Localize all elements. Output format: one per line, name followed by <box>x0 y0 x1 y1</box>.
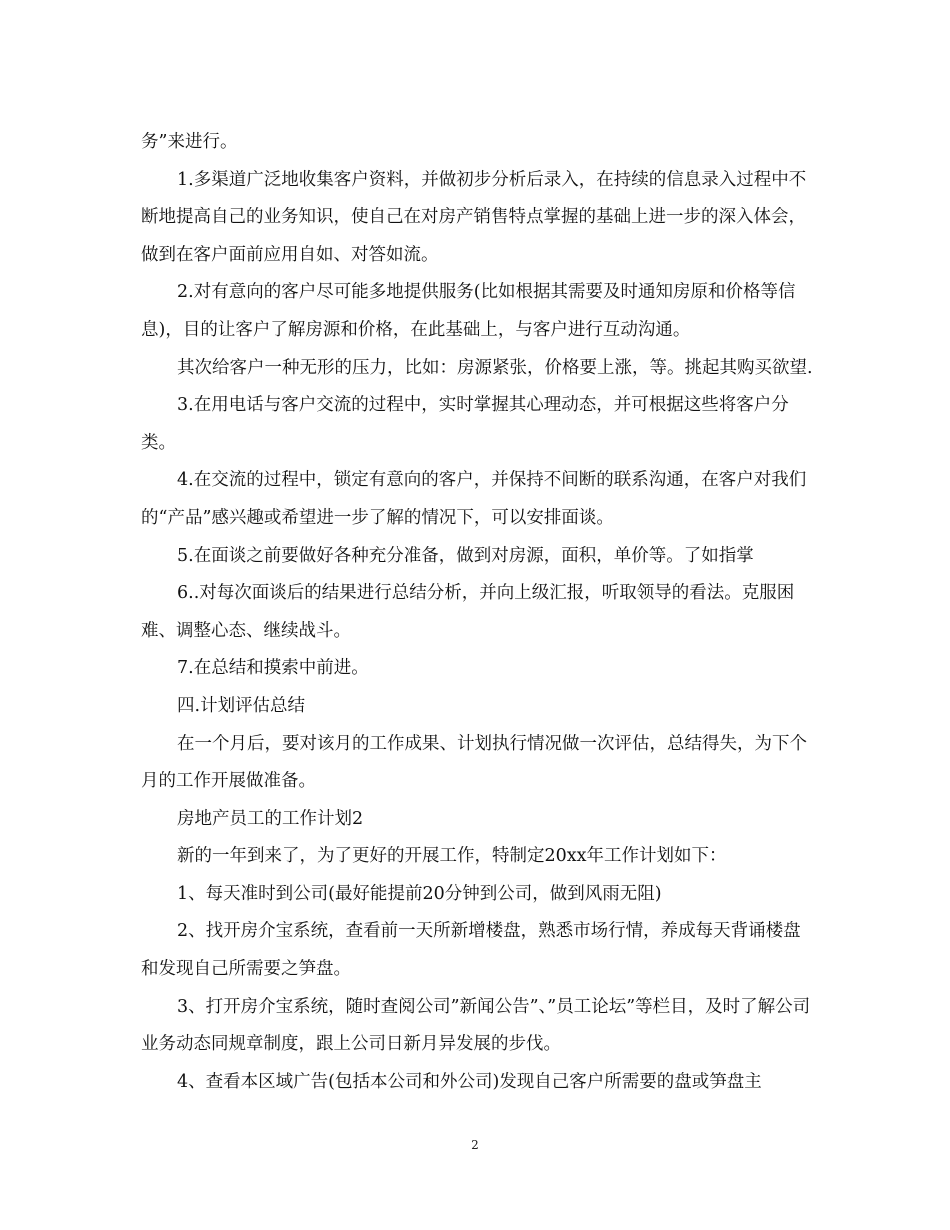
paragraph: 在一个月后，要对该月的工作成果、计划执行情况做一次评估，总结得失，为下个月的工作开展做准备。 <box>141 733 807 792</box>
paragraph: 1、每天准时到公司(最好能提前20分钟到公司，做到风雨无阻) <box>177 883 662 904</box>
paragraph: 6..对每次面谈后的结果进行总结分析，并向上级汇报，听取领导的看法。克服困难、调整心态、继续战斗。 <box>141 583 795 641</box>
paragraph: 3、打开房介宝系统，随时查阅公司”新闻公告”、”员工论坛”等栏目，及时了解公司业务动态同规章制度，跟上公司日新月异发展的步伐。 <box>141 996 811 1055</box>
page-number: 2 <box>471 1138 479 1152</box>
paragraph: 其次给客户一种无形的压力，比如：房源紧张，价格要上涨，等。挑起其购买欲望. <box>177 357 813 378</box>
paragraph: 4.在交流的过程中，锁定有意向的客户，并保持不间断的联系沟通，在客户对我们的“产品”感兴趣或希望进一步了解的情况下，可以安排面谈。 <box>141 470 807 528</box>
paragraph: 7.在总结和摸索中前进。 <box>177 658 369 679</box>
paragraph: 2、找开房介宝系统，查看前一天所新增楼盘，熟悉市场行情，养成每天背诵楼盘和发现自己所需要之笋盘。 <box>141 921 801 980</box>
section-heading: 房地产员工的工作计划2 <box>177 808 364 829</box>
paragraph: 2.对有意向的客户尽可能多地提供服务(比如根据其需要及时通知房原和价格等信息)，目的让客户了解房源和价格，在此基础上，与客户进行互动沟通。 <box>141 282 796 340</box>
paragraph: 5.在面谈之前要做好各种充分准备，做到对房源，面积，单价等。了如指掌 <box>177 545 754 566</box>
paragraph: 1.多渠道广泛地收集客户资料，并做初步分析后录入，在持续的信息录入过程中不断地提高自己的业务知识，使自己在对房产销售特点掌握的基础上进一步的深入体会，做到在客户面前应用自如、对答如流。 <box>141 169 807 265</box>
paragraph: 4、查看本区域广告(包括本公司和外公司)发现自己客户所需要的盘或笋盘主 <box>177 1071 762 1092</box>
document-body <box>141 124 813 1101</box>
section-heading: 四.计划评估总结 <box>177 695 306 716</box>
paragraph: 务”来进行。 <box>141 132 238 152</box>
paragraph: 3.在用电话与客户交流的过程中，实时掌握其心理动态，并可根据这些将客户分类。 <box>141 395 789 453</box>
paragraph: 新的一年到来了，为了更好的开展工作，特制定20xx年工作计划如下： <box>177 846 727 867</box>
